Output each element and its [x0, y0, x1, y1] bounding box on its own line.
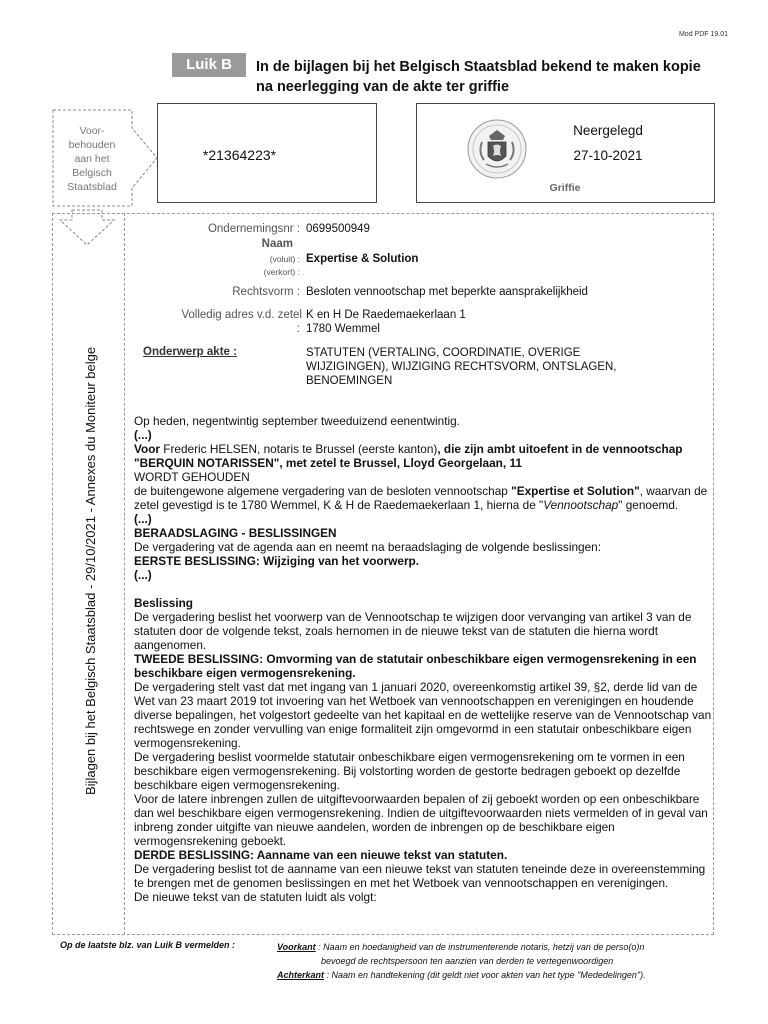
onderwerp-label: Onderwerp akte : — [143, 346, 237, 358]
voorkant-text: : Naam en hoedanigheid van de instrumenterende notaris, hetzij van de perso(o)n — [315, 942, 645, 952]
text: " genoemd. — [618, 498, 679, 512]
adres-colon: : — [296, 323, 300, 335]
registry-label: Griffie — [549, 182, 581, 194]
onderwerp-value — [306, 346, 617, 388]
paragraph — [134, 442, 714, 470]
footer-instruction: Op de laatste blz. van Luik B vermelden : — [60, 940, 236, 950]
reserve-line: Staatsblad — [67, 181, 117, 193]
ellipsis: (...) — [134, 428, 152, 442]
section-heading: DERDE BESLISSING: Aanname van een nieuwe tekst van statuten. — [134, 848, 508, 862]
reserve-line: aan het — [74, 153, 110, 165]
form-model-code: Mod PDF 19.01 — [678, 31, 728, 38]
text: , waarvan de zetel gevestigd is te 1780 Wemmel, K & H de Raedemaekerlaan 1, hierna de " — [134, 484, 708, 512]
deposit-label: Neergelegd — [573, 123, 643, 138]
paragraph: De vergadering beslist het voorwerp van de Vennootschap te wijzigen door vervanging van artikel 3 van de statuten door de volgende tekst, zoals hernomen in de nieuwe tekst van de statuten die hierna wordt aangenomen. — [134, 610, 692, 652]
paragraph: Voor de latere inbrengen zullen de uitgiftevoorwaarden bepalen of zij geboekt worden op een onbeschikbare dan wel beschikbare eigen vermogensrekening. Indien de uitgiftevoorwaarden niets vermelden of in geval van inbreng zonder uitgifte van nieuwe aandelen, worden de inbrengen op de beschikbare eigen vermogensrekening geboekt. — [134, 792, 708, 848]
section-heading: Beslissing — [134, 596, 194, 610]
section-heading: BERAADSLAGING - BESLISSINGEN — [134, 526, 337, 540]
achterkant-text: : Naam en handtekening (dit geldt niet voor akten van het type "Mededelingen"). — [324, 970, 646, 980]
deed-body — [134, 414, 714, 904]
title-line-2: na neerlegging van de akte ter griffie — [256, 79, 510, 95]
belgian-coat-of-arms-icon — [466, 116, 528, 182]
spacer — [134, 582, 714, 596]
voorkant-text-2: bevoegd de rechtspersoon ten aanzien van derden te vertegenwoordigen — [321, 956, 614, 966]
adres-line-2: 1780 Wemmel — [306, 323, 380, 335]
adres-line-1: K en H De Raedemaekerlaan 1 — [306, 309, 466, 321]
company-name-value: Expertise & Solution — [306, 253, 419, 265]
text: de buitengewone algemene vergadering van de besloten vennootschap — [134, 484, 512, 498]
title-line-1: In de bijlagen bij het Belgisch Staatsblad bekend te maken kopie — [256, 59, 701, 75]
paragraph: De vergadering beslist voormelde statutair onbeschikbare eigen vermogensrekening om te vormen in een beschikbare eigen vermogensrekening. Bij volstorting worden de gestorte bedragen geboekt op dezelfde beschikbare eigen vermogensrekening. — [134, 750, 685, 792]
luik-badge: Luik B — [172, 53, 246, 77]
onderwerp-line: BENOEMINGEN — [306, 375, 393, 387]
ondernemingsnr-label: Ondernemingsnr : — [207, 223, 300, 235]
rechtsvorm-value: Besloten vennootschap met beperkte aansprakelijkheid — [306, 286, 588, 298]
naam-label: Naam — [261, 238, 293, 250]
paragraph: Op heden, negentwintig september tweeduizend eenentwintig. — [134, 414, 460, 428]
paragraph: De vergadering vat de agenda aan en neemt na beraadslaging de volgende beslissingen: — [134, 540, 601, 554]
ellipsis: (...) — [134, 512, 152, 526]
rechtsvorm-label: Rechtsvorm : — [232, 286, 300, 298]
reserve-label — [52, 124, 132, 194]
page-title — [256, 57, 736, 97]
section-heading: TWEEDE BESLISSING: Omvorming van de statutair onbeschikbare eigen vermogensrekening in een beschikbare eigen vermogensrekening. — [134, 652, 697, 680]
paragraph: WORDT GEHOUDEN — [134, 470, 250, 484]
footer-voorkant — [277, 940, 727, 954]
paragraph — [134, 484, 714, 512]
verkort-label: (verkort) : — [263, 267, 300, 277]
margin-vertical-text: Bijlagen bij het Belgisch Staatsblad - 29/10/2021 - Annexes du Moniteur belge — [83, 346, 98, 795]
italic-text: Vennootschap — [543, 498, 619, 512]
voluit-label: (voluit) : — [269, 254, 300, 264]
reserve-line: behouden — [68, 139, 116, 151]
paragraph: De vergadering stelt vast dat met ingang van 1 januari 2020, overeenkomstig artikel 39, §2, derde lid van de Wet van 23 maart 2019 tot invoering van het Wetboek van vennootschappen en verenigingen en houdende diverse bepalingen, het volgestort gedeelte van het kapitaal en de wettelijke reserve van de Vennootschap van rechtswege en zonder vervulling van enige formaliteit zijn omgevormd in een statutair onbeschikbare eigen vermogensrekening. — [134, 680, 712, 750]
reserve-line: Belgisch — [72, 167, 112, 179]
deposit-date: 27-10-2021 — [573, 148, 643, 163]
ellipsis: (...) — [134, 568, 152, 582]
onderwerp-line: STATUTEN (VERTALING, COORDINATIE, OVERIGE — [306, 347, 581, 359]
margin-divider — [124, 213, 125, 935]
paragraph: De nieuwe tekst van de statuten luidt als volgt: — [134, 890, 377, 904]
footer-achterkant — [277, 968, 727, 982]
bold-text: Voor — [134, 442, 160, 456]
bold-text: , die zijn ambt uitoefent in de vennootschap "BERQUIN NOTARISSEN", met zetel te Brussel, Lloyd Georgelaan, 11 — [134, 442, 683, 470]
ondernemingsnr-value: 0699500949 — [306, 223, 370, 235]
footer-notes — [277, 940, 727, 982]
achterkant-label: Achterkant — [277, 970, 325, 980]
section-heading: EERSTE BESLISSING: Wijziging van het voorwerp. — [134, 554, 420, 568]
adres-label: Volledig adres v.d. zetel — [181, 309, 302, 321]
onderwerp-line: WIJZIGINGEN), WIJZIGING RECHTSVORM, ONTSLAGEN, — [306, 361, 617, 373]
paragraph: De vergadering beslist tot de aanname van een nieuwe tekst van statuten teneinde deze in overeenstemming te brengen met de genomen beslissingen en met het Wetboek van vennootschappen en verenigingen. — [134, 862, 706, 890]
bold-text: "Expertise et Solution" — [511, 484, 640, 498]
voorkant-label: Voorkant — [277, 942, 316, 952]
text: Frederic HELSEN, notaris te Brussel (eerste kanton) — [160, 442, 438, 456]
reserve-line: Voor- — [79, 125, 105, 137]
barcode-number: *21364223* — [202, 147, 277, 163]
